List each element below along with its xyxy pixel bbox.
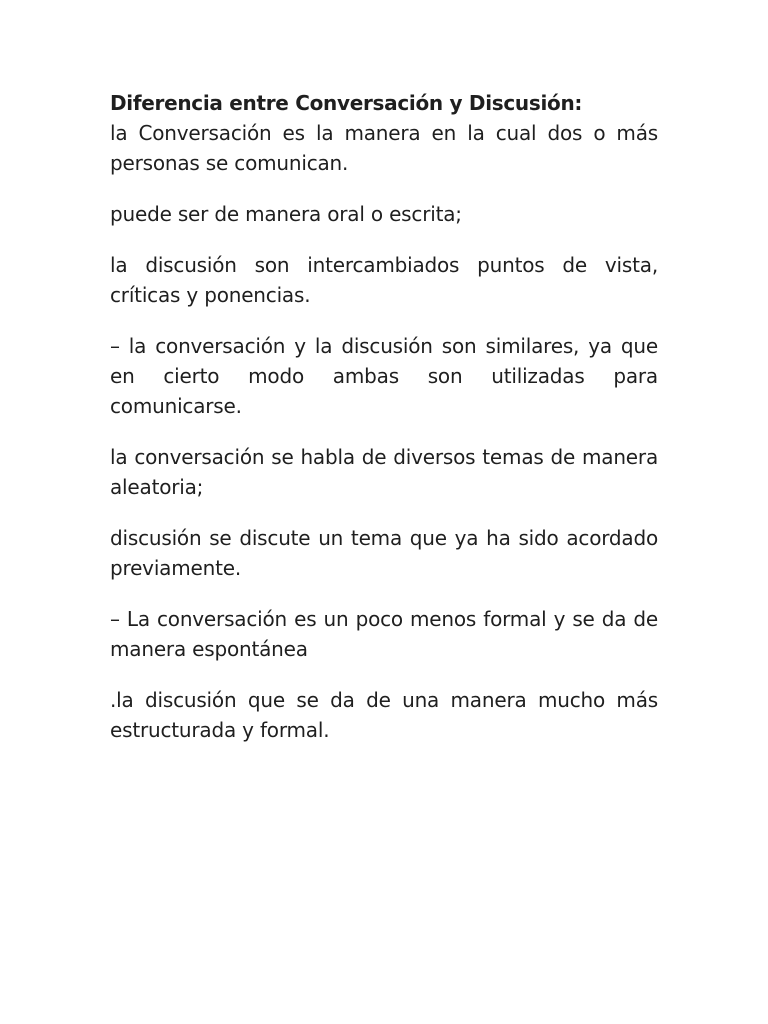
- paragraph-1: la Conversación es la manera en la cual dos o más personas se comunican.: [110, 121, 658, 175]
- paragraph-2: puede ser de manera oral o escrita;: [110, 202, 462, 226]
- paragraph-5: la conversación se habla de diversos temas de manera aleatoria;: [110, 445, 658, 499]
- paragraph-3: la discusión son intercambiados puntos de vista, críticas y ponencias.: [110, 253, 658, 307]
- document-page: [110, 88, 658, 766]
- paragraph-4: – la conversación y la discusión son similares, ya que en cierto modo ambas son utilizadas para comunicarse.: [110, 334, 658, 418]
- paragraph-7: – La conversación es un poco menos formal y se da de manera espontánea: [110, 607, 658, 661]
- paragraph-8: .la discusión que se da de una manera mucho más estructurada y formal.: [110, 688, 658, 742]
- paragraph-6: discusión se discute un tema que ya ha sido acordado previamente.: [110, 526, 658, 580]
- document-title: Diferencia entre Conversación y Discusión:: [110, 91, 583, 115]
